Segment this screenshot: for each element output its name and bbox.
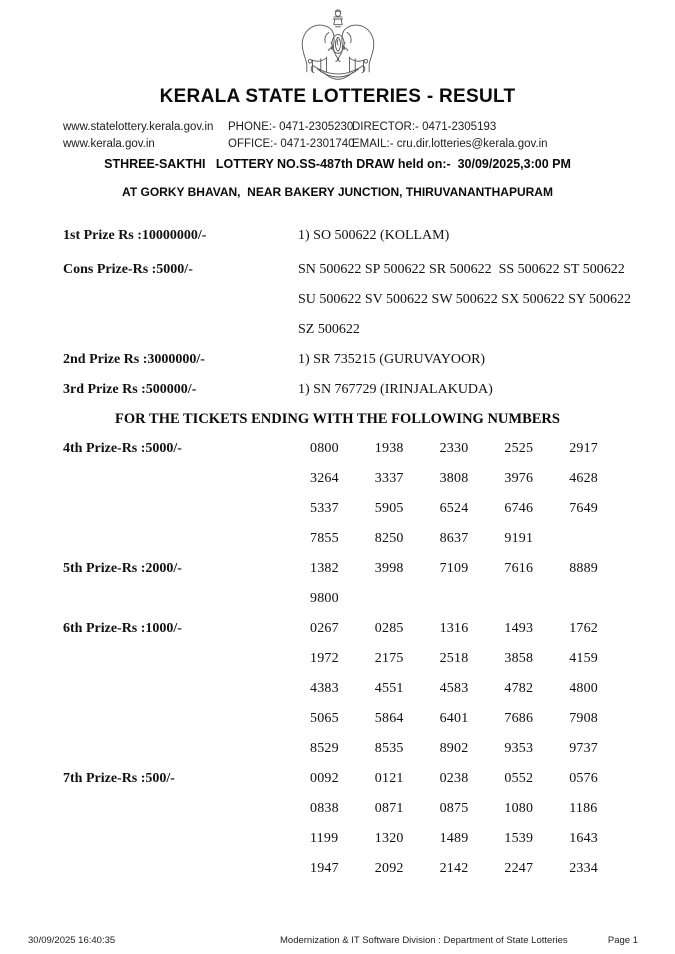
third-prize-row — [63, 375, 635, 405]
ending-prizes-section — [63, 434, 635, 884]
ending-number: 4782 — [504, 681, 534, 696]
ending-numbers-grid — [310, 434, 634, 554]
ending-number: 8250 — [374, 531, 404, 546]
ending-number: 0267 — [310, 621, 339, 636]
page-title: KERALA STATE LOTTERIES - RESULT — [159, 86, 516, 107]
second-prize-winner: 1) SR 735215 (GURUVAYOOR) — [298, 352, 486, 367]
ending-number: 2330 — [439, 441, 469, 456]
first-prize-row — [63, 221, 635, 251]
first-prize-label: 1st Prize Rs :10000000/- — [63, 228, 207, 243]
contact-website-2: www.kerala.gov.in — [63, 138, 155, 150]
ending-number: 0238 — [439, 771, 469, 786]
ending-number: 0092 — [310, 771, 339, 786]
ending-number: 1186 — [569, 801, 598, 816]
first-prize-winner: 1) SO 500622 (KOLLAM) — [298, 228, 450, 243]
ending-number: 3264 — [310, 471, 339, 486]
ending-number: 4800 — [569, 681, 598, 696]
kerala-govt-emblem-icon — [297, 7, 379, 81]
ending-numbers-grid — [310, 764, 634, 884]
ending-number: 4159 — [569, 651, 598, 666]
cons-prize-label: Cons Prize-Rs :5000/- — [63, 262, 193, 277]
ending-number: 1080 — [504, 801, 534, 816]
ending-number: 8529 — [310, 741, 339, 756]
ending-number: 1643 — [569, 831, 598, 846]
ending-numbers-grid — [310, 554, 634, 614]
contact-info — [63, 121, 548, 150]
ending-number: 9353 — [504, 741, 534, 756]
contact-director: DIRECTOR:- 0471-2305193 — [352, 121, 497, 133]
ending-number: 8889 — [569, 561, 598, 576]
ending-number: 2518 — [439, 651, 469, 666]
ending-number: 6524 — [439, 501, 469, 516]
ending-number: 8902 — [439, 741, 469, 756]
venue-info-line: AT GORKY BHAVAN, NEAR BAKERY JUNCTION, THIRUVANANTHAPURAM — [122, 185, 553, 199]
ending-number: 0121 — [374, 771, 404, 786]
ending-number: 0838 — [310, 801, 339, 816]
ending-prize-block — [63, 434, 635, 554]
ending-number: 9800 — [310, 591, 339, 606]
ending-prize-block — [63, 764, 635, 884]
ending-number: 2525 — [504, 441, 534, 456]
draw-info-line: STHREE-SAKTHI LOTTERY NO.SS-487th DRAW held on:- 30/09/2025,3:00 PM — [104, 157, 571, 171]
cons-prize-line: SN 500622 SP 500622 SR 500622 SS 500622 ST 500622 — [298, 262, 625, 277]
cons-prize-row — [63, 255, 635, 345]
ending-number: 4383 — [310, 681, 339, 696]
ending-number: 2142 — [439, 861, 469, 876]
ending-number: 3808 — [439, 471, 469, 486]
ending-number: 7109 — [439, 561, 469, 576]
ending-number: 1947 — [310, 861, 339, 876]
ending-prize-label: 5th Prize-Rs :2000/- — [63, 561, 182, 576]
ending-number: 8637 — [439, 531, 469, 546]
results-body — [63, 221, 635, 884]
ending-number: 6746 — [504, 501, 534, 516]
contact-office: OFFICE:- 0471-2301740 — [228, 138, 355, 150]
ending-number: 8535 — [374, 741, 404, 756]
ending-number: 2247 — [504, 861, 534, 876]
ending-number: 2092 — [374, 861, 404, 876]
ending-number: 0285 — [374, 621, 404, 636]
ending-prize-label: 7th Prize-Rs :500/- — [63, 771, 175, 786]
ending-number: 3998 — [374, 561, 404, 576]
ending-number: 4628 — [569, 471, 598, 486]
ending-prize-label: 6th Prize-Rs :1000/- — [63, 621, 182, 636]
cons-prize-line: SU 500622 SV 500622 SW 500622 SX 500622 SY 500622 — [298, 292, 632, 307]
ending-number: 1762 — [569, 621, 598, 636]
ending-prize-block — [63, 614, 635, 764]
ending-number: 1382 — [310, 561, 339, 576]
ending-number: 2917 — [569, 441, 598, 456]
contact-email: EMAIL:- cru.dir.lotteries@kerala.gov.in — [352, 138, 548, 150]
ending-number: 5337 — [310, 501, 339, 516]
ending-number: 6401 — [439, 711, 469, 726]
third-prize-winner: 1) SN 767729 (IRINJALAKUDA) — [298, 382, 493, 397]
section-heading: FOR THE TICKETS ENDING WITH THE FOLLOWING NUMBERS — [115, 411, 560, 427]
page-footer — [0, 932, 675, 954]
ending-number: 7908 — [569, 711, 598, 726]
ending-numbers-grid — [310, 614, 634, 764]
ending-number: 1316 — [439, 621, 469, 636]
cons-prize-lines — [298, 255, 635, 345]
ending-number: 1938 — [374, 441, 404, 456]
ending-number: 1493 — [504, 621, 534, 636]
ending-number: 7855 — [310, 531, 339, 546]
ending-number: 2334 — [569, 861, 598, 876]
ending-number: 0871 — [374, 801, 404, 816]
ending-number: 0552 — [504, 771, 534, 786]
ending-number: 4551 — [374, 681, 404, 696]
ending-number: 5905 — [374, 501, 404, 516]
second-prize-label: 2nd Prize Rs :3000000/- — [63, 352, 205, 367]
contact-phone: PHONE:- 0471-2305230 — [228, 121, 354, 133]
ending-number: 1972 — [310, 651, 339, 666]
ending-number: 2175 — [374, 651, 404, 666]
ending-number: 3337 — [374, 471, 404, 486]
contact-website-1: www.statelottery.kerala.gov.in — [63, 121, 214, 133]
ending-number: 1489 — [439, 831, 469, 846]
ending-number: 0576 — [569, 771, 598, 786]
ending-number: 9737 — [569, 741, 598, 756]
cons-prize-line: SZ 500622 — [298, 322, 360, 337]
ending-number: 7649 — [569, 501, 598, 516]
second-prize-row — [63, 345, 635, 375]
ending-number: 7686 — [504, 711, 534, 726]
ending-number: 0800 — [310, 441, 339, 456]
third-prize-label: 3rd Prize Rs :500000/- — [63, 382, 197, 397]
footer-timestamp: 30/09/2025 16:40:35 — [28, 935, 116, 946]
ending-number: 1539 — [504, 831, 534, 846]
ending-prize-block — [63, 554, 635, 614]
ending-number: 3858 — [504, 651, 534, 666]
ending-number: 4583 — [439, 681, 469, 696]
ending-prize-label: 4th Prize-Rs :5000/- — [63, 441, 182, 456]
ending-number: 9191 — [504, 531, 534, 546]
ending-number: 0875 — [439, 801, 469, 816]
ending-number: 5864 — [374, 711, 404, 726]
ending-number: 5065 — [310, 711, 339, 726]
footer-page-number: Page 1 — [607, 935, 638, 946]
ending-number: 1199 — [310, 831, 339, 846]
ending-number: 1320 — [374, 831, 404, 846]
footer-division: Modernization & IT Software Division : Department of State Lotteries — [280, 935, 568, 946]
ending-number: 3976 — [504, 471, 534, 486]
ending-number: 7616 — [504, 561, 534, 576]
